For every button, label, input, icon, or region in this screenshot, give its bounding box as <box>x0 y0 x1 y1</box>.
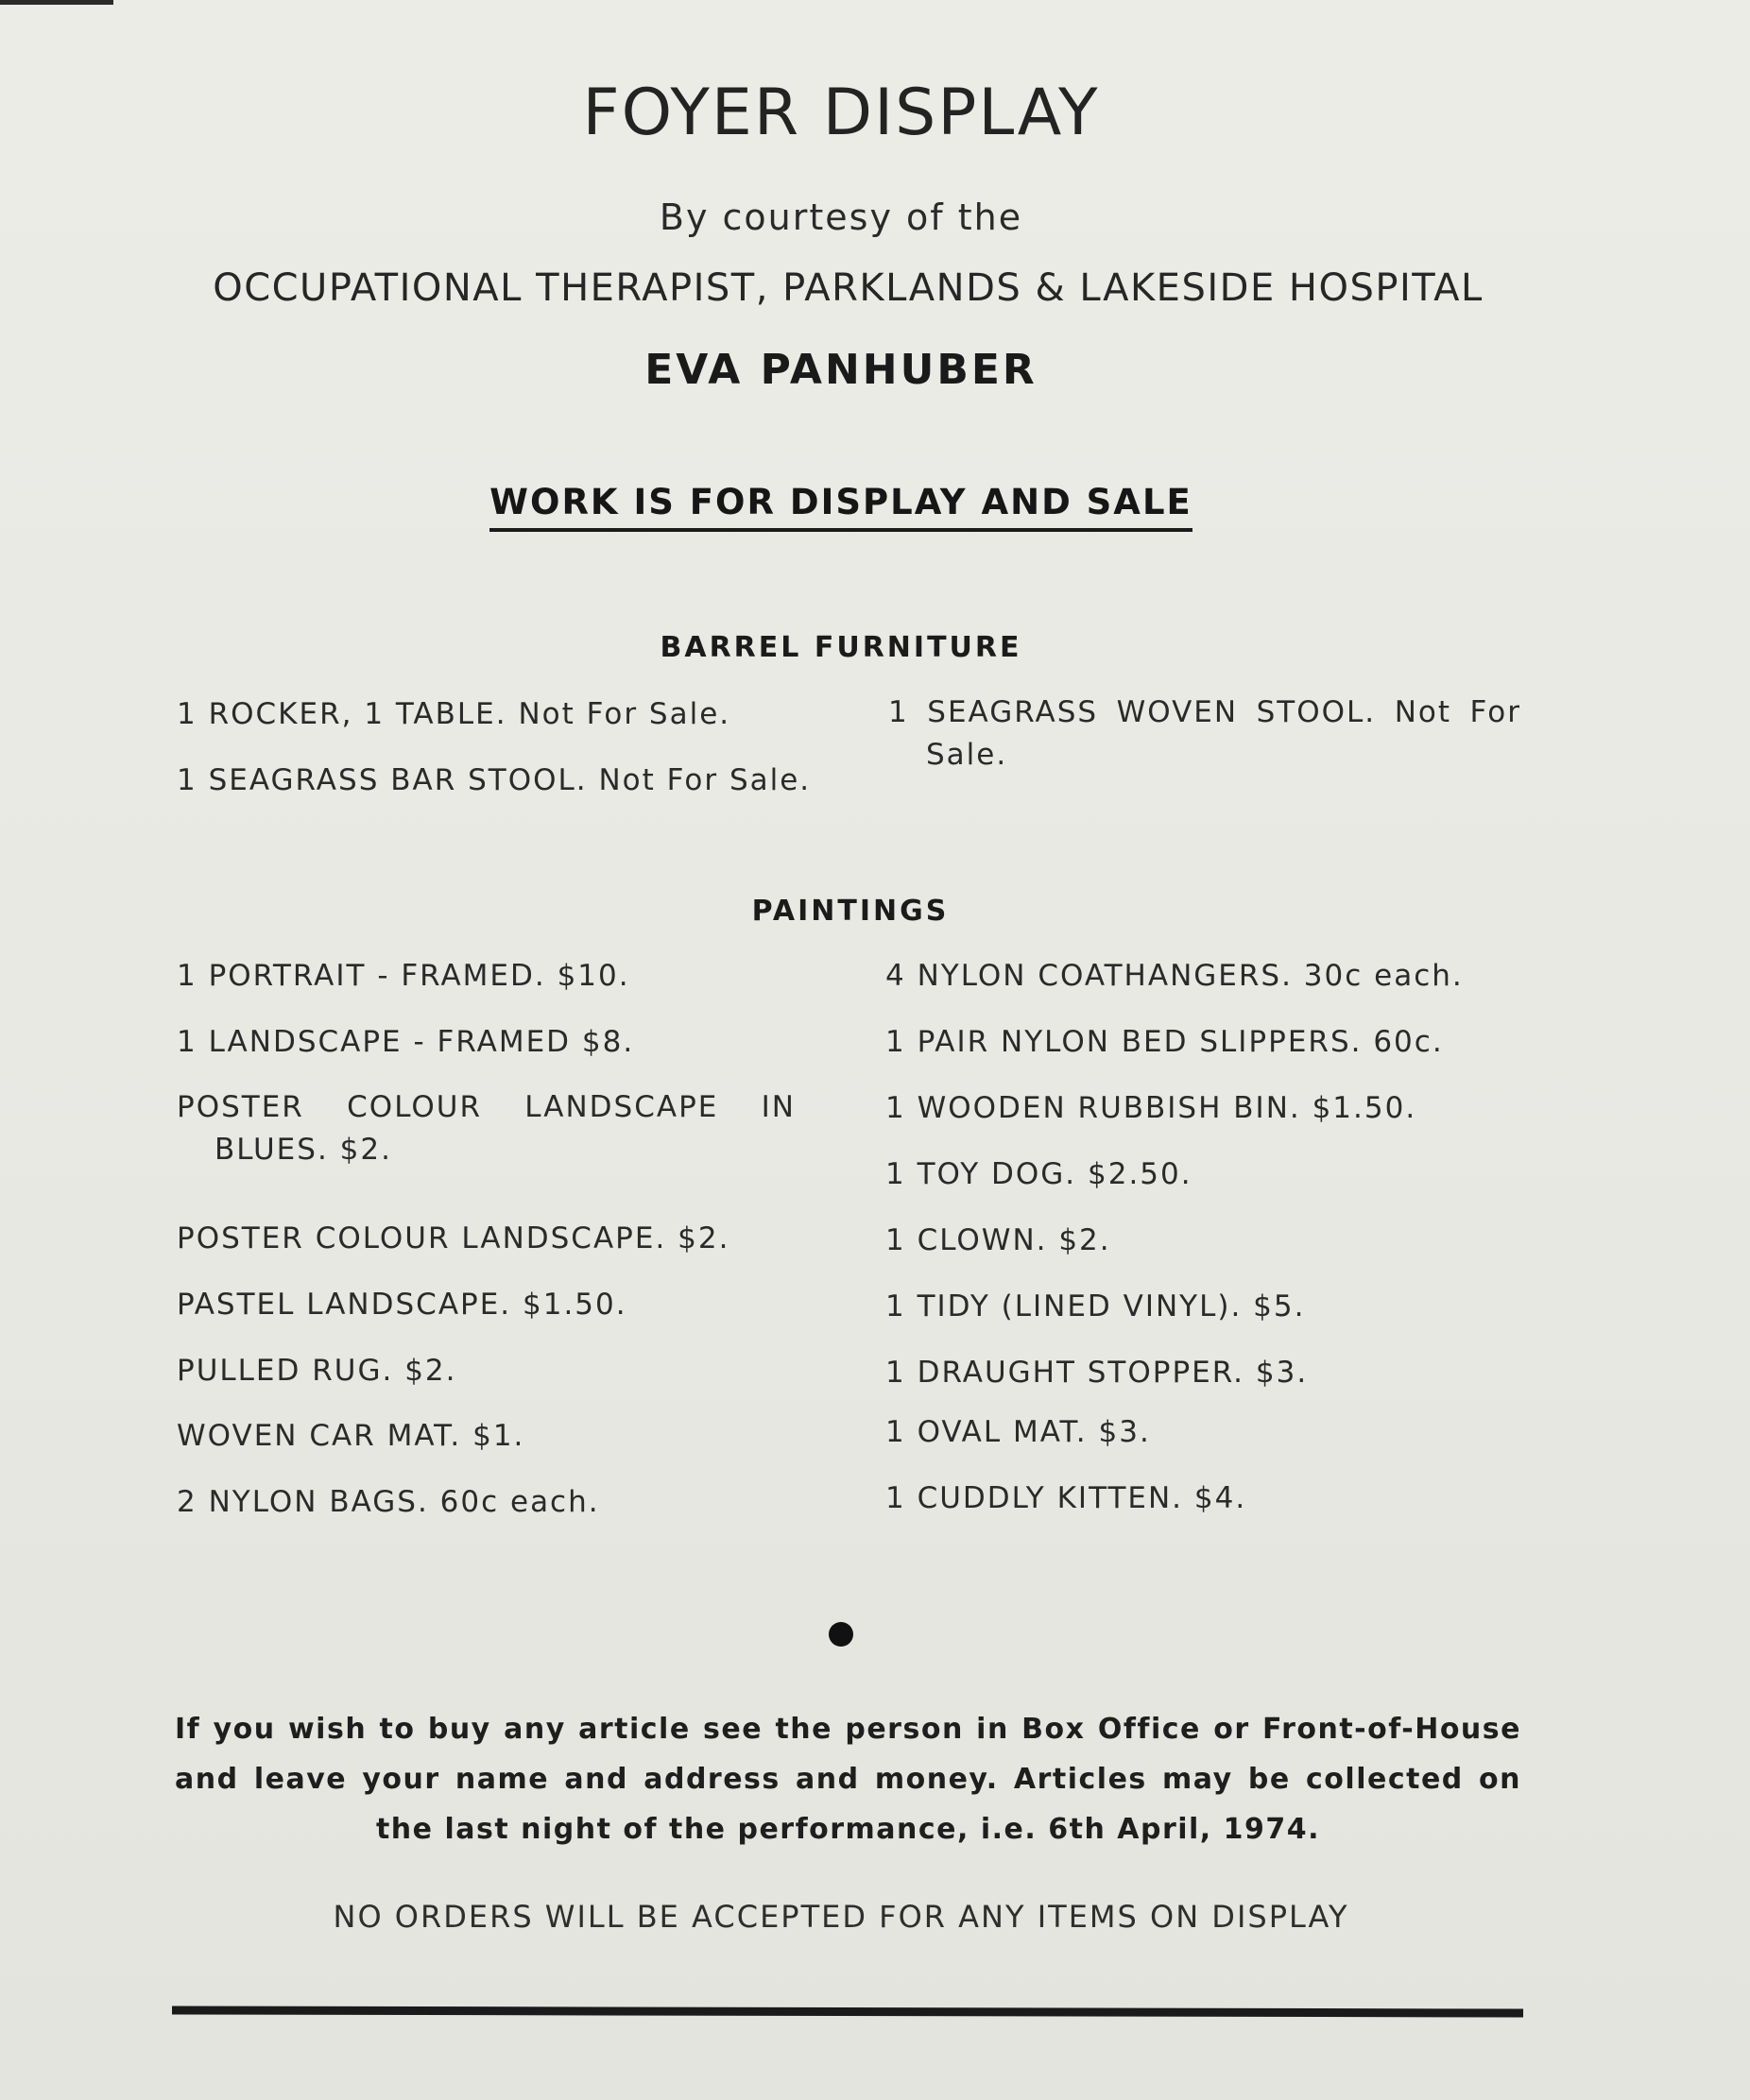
list-item <box>888 691 1521 777</box>
list-item: 1 OVAL MAT. $3. <box>885 1415 1151 1449</box>
purchase-notice: If you wish to buy any article see the person in Box Office or Front-of-House and leave your name and address and money. Articles may be collected on the last night of the performance, i.e. 6th April, 1974. <box>175 1713 1521 1846</box>
artist-name: EVA PANHUBER <box>644 346 1038 394</box>
list-item: WOVEN CAR MAT. $1. <box>177 1419 525 1453</box>
list-item: 2 NYLON BAGS. 60c each. <box>177 1485 600 1519</box>
list-item: 1 TOY DOG. $2.50. <box>885 1157 1192 1191</box>
list-item: PASTEL LANDSCAPE. $1.50. <box>177 1288 627 1322</box>
bottom-rule <box>172 2006 1523 2018</box>
page-title: FOYER DISPLAY <box>582 76 1100 150</box>
no-orders-notice: NO ORDERS WILL BE ACCEPTED FOR ANY ITEMS ON DISPLAY <box>333 1899 1349 1935</box>
list-item-line: Sale. <box>926 738 1008 772</box>
list-item: 1 ROCKER, 1 TABLE. Not For Sale. <box>177 697 731 731</box>
courtesy-line: By courtesy of the <box>659 196 1023 238</box>
list-item: 1 CLOWN. $2. <box>885 1223 1111 1257</box>
list-item: 1 SEAGRASS BAR STOOL. Not For Sale. <box>177 763 812 797</box>
list-item-line: BLUES. $2. <box>214 1133 392 1167</box>
list-item-line: 1 SEAGRASS WOVEN STOOL. Not For <box>888 695 1521 729</box>
list-item: 1 DRAUGHT STOPPER. $3. <box>885 1356 1309 1390</box>
list-item: 1 PORTRAIT - FRAMED. $10. <box>177 959 630 993</box>
page-edge-shadow <box>0 0 113 5</box>
barrel-furniture-heading: BARREL FURNITURE <box>660 631 1022 664</box>
list-item: 1 TIDY (LINED VINYL). $5. <box>885 1289 1306 1323</box>
sale-heading-text: WORK IS FOR DISPLAY AND SALE <box>489 482 1192 532</box>
sale-heading <box>0 482 1682 532</box>
organization-line: OCCUPATIONAL THERAPIST, PARKLANDS & LAKESIDE HOSPITAL <box>213 266 1484 310</box>
list-item-line: POSTER COLOUR LANDSCAPE IN <box>177 1090 796 1124</box>
list-item: PULLED RUG. $2. <box>177 1354 457 1388</box>
list-item: 1 WOODEN RUBBISH BIN. $1.50. <box>885 1091 1417 1125</box>
bullet-divider <box>829 1622 853 1647</box>
list-item: POSTER COLOUR LANDSCAPE. $2. <box>177 1221 730 1255</box>
list-item: 1 CUDDLY KITTEN. $4. <box>885 1481 1247 1515</box>
paintings-heading: PAINTINGS <box>751 895 950 928</box>
list-item: 4 NYLON COATHANGERS. 30c each. <box>885 959 1464 993</box>
list-item: 1 PAIR NYLON BED SLIPPERS. 60c. <box>885 1025 1444 1059</box>
list-item <box>177 1086 796 1171</box>
list-item: 1 LANDSCAPE - FRAMED $8. <box>177 1025 635 1059</box>
